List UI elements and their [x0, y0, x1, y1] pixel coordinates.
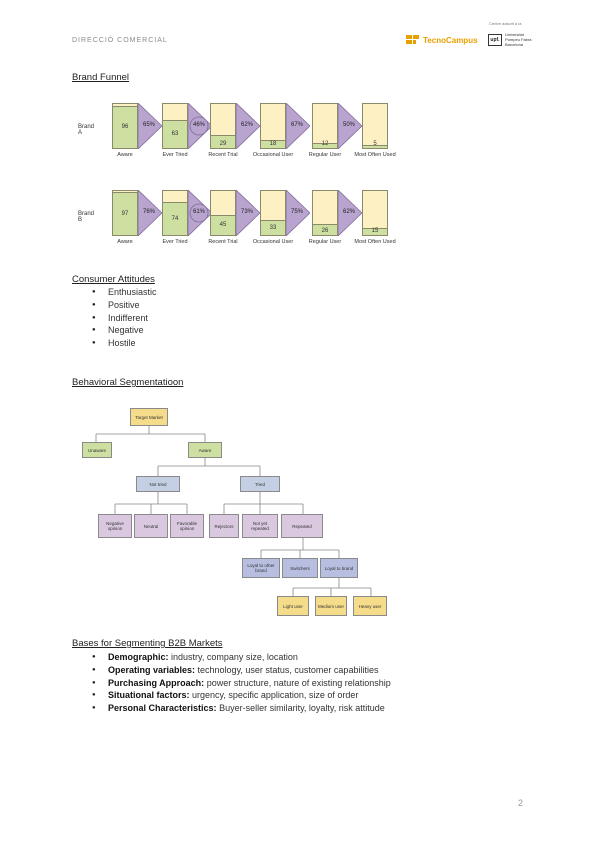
b2b-label: Purchasing Approach:	[108, 677, 205, 688]
b2b-list	[92, 651, 391, 715]
funnel-conversion-label: 46%	[192, 122, 205, 128]
node-switchers: Switchers	[282, 558, 318, 578]
list-item	[92, 651, 391, 664]
behavioral-segmentation-heading: Behavioral Segmentatioon	[72, 377, 184, 388]
list-item: ● Enthusiastic	[92, 286, 157, 299]
funnel-bar	[260, 103, 286, 149]
b2b-label: Demographic:	[108, 652, 169, 662]
funnel-category-label: Regular User	[308, 239, 342, 245]
funnel-category-label: Recent Trial	[208, 239, 238, 245]
node-target-market: Target Market	[130, 408, 168, 426]
node-neutral: Neutral	[134, 514, 168, 538]
funnel-value-label: 96	[121, 124, 129, 130]
node-not-tried: Not tried	[136, 476, 180, 492]
b2b-label: Operating variables:	[108, 664, 196, 675]
funnel-conversion-label: 62%	[342, 209, 355, 215]
list-item: ● Negative	[92, 324, 157, 337]
funnel-category-label: Regular User	[308, 152, 342, 158]
upf-logo	[488, 32, 539, 47]
b2b-label: Situational factors:	[108, 690, 190, 701]
funnel-category-label: Most Often Used	[354, 239, 396, 245]
funnel-conversion-label: 62%	[240, 122, 253, 128]
b2b-label: Personal Characteristics:	[108, 703, 217, 714]
series-label: Brand A	[78, 124, 95, 136]
node-repeated: Repeated	[281, 514, 323, 538]
funnel-value-label: 33	[269, 224, 277, 231]
node-unaware: Unaware	[82, 442, 112, 458]
node-negative-opinion: Negative opinion	[98, 514, 132, 538]
funnel-category-label: Aware	[117, 239, 133, 245]
funnel-category-label: Most Often Used	[354, 152, 396, 158]
funnel-bar	[210, 190, 236, 236]
funnel-conversion-label: 76%	[142, 209, 155, 215]
tecnocampus-logo	[406, 35, 478, 45]
tecnocampus-logo-text: TecnoCampus	[423, 35, 478, 45]
funnel-bar	[312, 103, 338, 149]
list-item: ● Hostile	[92, 337, 157, 350]
page-number: 2	[518, 798, 524, 808]
funnel-bar	[162, 103, 188, 149]
course-header: DIRECCIÓ COMERCIAL	[72, 37, 168, 44]
funnel-value-label: 29	[219, 141, 227, 147]
tecnocampus-mark-icon	[406, 35, 420, 45]
node-tried: Tried	[240, 476, 280, 492]
node-loyal-other-brand: Loyal to other brand	[242, 558, 280, 578]
funnel-conversion-label: 61%	[192, 209, 205, 215]
funnel-conversion-label: 50%	[342, 122, 355, 128]
funnel-value-label: 26	[321, 228, 329, 234]
funnel-value-label: 12	[321, 141, 329, 147]
list-item: ● Indifferent	[92, 312, 157, 325]
attitudes-list	[92, 286, 157, 350]
b2b-text: urgency, specific application, size of order	[189, 690, 359, 701]
b2b-bases-heading: Bases for Segmenting B2B Markets	[72, 638, 223, 649]
funnel-bar	[112, 103, 138, 149]
funnel-conversion-label: 73%	[240, 209, 253, 215]
b2b-text: power structure, nature of existing relationship	[204, 677, 391, 688]
funnel-category-label: Ever Tried	[162, 239, 188, 245]
funnel-value-label: 18	[269, 141, 277, 147]
node-not-yet-repeated: Not yet repeated	[242, 514, 278, 538]
funnel-bar	[312, 190, 338, 236]
funnel-value-label: 45	[219, 222, 227, 228]
funnel-category-label: Aware	[117, 152, 133, 158]
funnel-category-label: Occasional User	[252, 152, 294, 158]
funnel-value-label: 97	[121, 210, 129, 217]
funnel-value-label: 15	[371, 228, 379, 234]
list-item: ● Positive	[92, 299, 157, 312]
funnel-bar	[210, 103, 236, 149]
list-item	[92, 702, 391, 715]
funnel-value-label: 5	[373, 141, 377, 147]
funnel-category-label: Recent Trial	[208, 152, 238, 158]
node-loyal-brand: Loyal to brand	[320, 558, 358, 578]
upf-logo-text: Universitat Pompeu Fabra Barcelona	[505, 32, 532, 47]
node-medium-user: Medium user	[315, 596, 347, 616]
funnel-bar	[112, 190, 138, 236]
funnel-conversion-label: 65%	[142, 122, 155, 128]
node-rejectors: Rejectors	[209, 514, 239, 538]
funnel-value-label: 63	[171, 131, 179, 137]
list-item	[92, 664, 391, 677]
node-light-user: Light user	[277, 596, 309, 616]
b2b-text: Buyer-seller similarity, loyalty, risk attitude	[216, 703, 385, 714]
funnel-conversion-label: 75%	[290, 209, 303, 215]
upf-logo-mark: upf.	[488, 34, 502, 46]
consumer-attitudes-heading: Consumer Attitudes	[72, 274, 155, 285]
node-favorable-opinion: Favorable opinion	[170, 514, 204, 538]
funnel-bar	[362, 190, 388, 236]
b2b-text: technology, user status, customer capabilities	[195, 664, 379, 675]
funnel-bar	[162, 190, 188, 236]
series-label: Brand B	[78, 211, 95, 223]
funnel-conversion-label: 67%	[290, 122, 303, 128]
node-aware: Aware	[188, 442, 222, 458]
list-item	[92, 677, 391, 690]
funnel-bar	[260, 190, 286, 236]
funnel-category-label: Occasional User	[252, 239, 294, 245]
list-item	[92, 689, 391, 702]
b2b-text: industry, company size, location	[168, 652, 298, 662]
funnel-value-label: 74	[171, 215, 179, 222]
brand-funnel-heading: Brand Funnel	[72, 72, 130, 83]
node-heavy-user: Heavy user	[353, 596, 387, 616]
funnel-category-label: Ever Tried	[162, 152, 188, 158]
upf-logo-caption: Centre adscrit a la	[489, 21, 522, 26]
funnel-bar	[362, 103, 388, 149]
